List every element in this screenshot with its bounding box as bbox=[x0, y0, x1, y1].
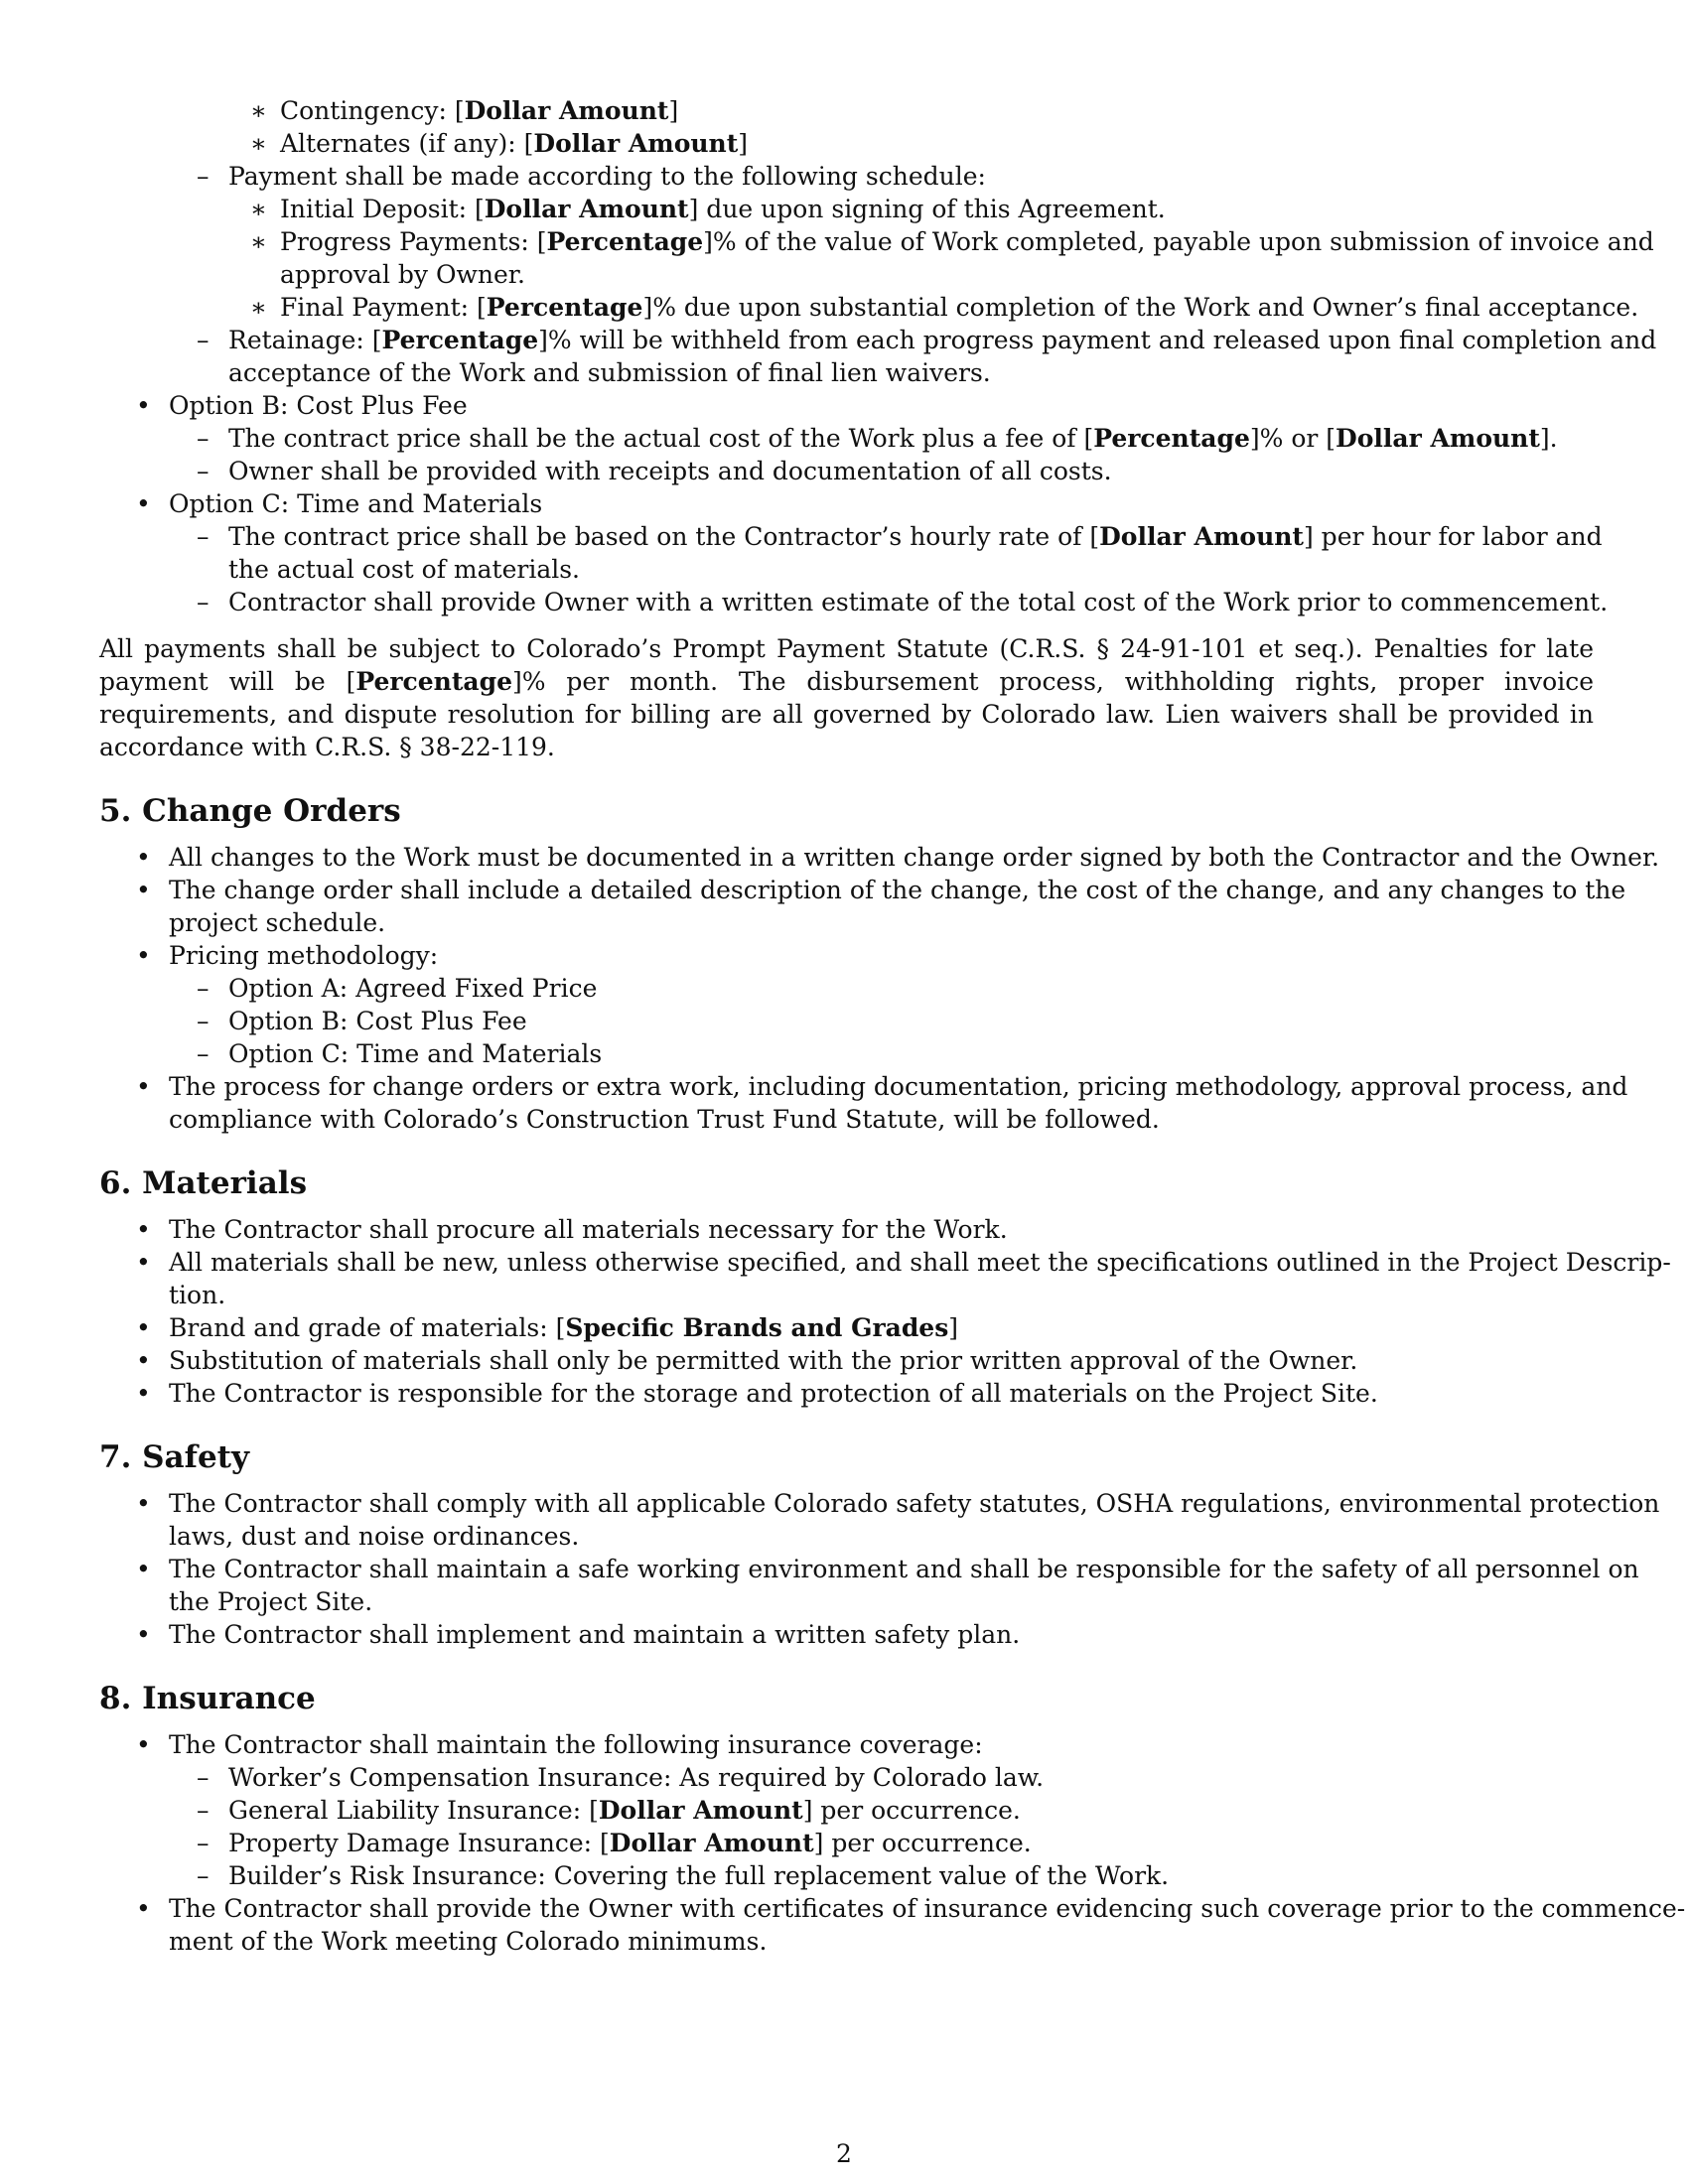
list-item: ∗ Final Payment: [Percentage]% due upon substantial completion of the Work and Owner’s final acceptance. bbox=[250, 293, 1639, 322]
list-item: • The Contractor shall implement and maintain a written safety plan. bbox=[136, 1620, 1021, 1649]
bullet-dot: • bbox=[136, 843, 151, 872]
list-item: – Option A: Agreed Fixed Price bbox=[197, 974, 598, 1003]
list-item: • All changes to the Work must be documented in a written change order signed by both the Contractor and the Owner. bbox=[136, 843, 1660, 872]
list-item-continuation: acceptance of the Work and submission of final lien waivers. bbox=[228, 358, 991, 387]
list-item: ∗ Progress Payments: [Percentage]% of the value of Work completed, payable upon submission of invoice and bbox=[250, 227, 1654, 256]
list-item: • The change order shall include a detailed description of the change, the cost of the change, and any changes to the bbox=[136, 876, 1626, 904]
section-heading-safety: 7. Safety bbox=[99, 1439, 250, 1475]
bullet-dot: • bbox=[136, 489, 151, 518]
list-item: ∗ Contingency: [Dollar Amount] bbox=[250, 96, 679, 125]
list-item: – Payment shall be made according to the following schedule: bbox=[197, 162, 986, 191]
section-heading-insurance: 8. Insurance bbox=[99, 1681, 316, 1716]
bullet-dot: • bbox=[136, 1489, 151, 1518]
list-item: ∗ Initial Deposit: [Dollar Amount] due upon signing of this Agreement. bbox=[250, 195, 1166, 223]
bullet-dot: • bbox=[136, 1215, 151, 1244]
asterisk-bullet: ∗ bbox=[250, 96, 267, 125]
dash-bullet: – bbox=[197, 1861, 210, 1890]
document-page bbox=[99, 94, 1686, 1958]
asterisk-bullet: ∗ bbox=[250, 293, 267, 322]
list-item: – General Liability Insurance: [Dollar Amount] per occurrence. bbox=[197, 1796, 1021, 1825]
dash-bullet: – bbox=[197, 1039, 210, 1068]
list-item: – Option B: Cost Plus Fee bbox=[197, 1007, 527, 1035]
list-item-continuation: project schedule. bbox=[169, 908, 386, 937]
dash-bullet: – bbox=[197, 1763, 210, 1792]
asterisk-bullet: ∗ bbox=[250, 195, 267, 223]
bullet-dot: • bbox=[136, 941, 151, 970]
list-item: – Contractor shall provide Owner with a written estimate of the total cost of the Work prior to commencement. bbox=[197, 588, 1609, 616]
list-item: • The Contractor shall comply with all applicable Colorado safety statutes, OSHA regulations, environmental protection bbox=[136, 1489, 1660, 1518]
list-item: • All materials shall be new, unless otherwise specified, and shall meet the specifications outlined in the Project Descrip- bbox=[136, 1248, 1671, 1277]
list-item: – The contract price shall be based on the Contractor’s hourly rate of [Dollar Amount] per hour for labor and bbox=[197, 522, 1603, 551]
dash-bullet: – bbox=[197, 326, 210, 354]
list-item: • Option B: Cost Plus Fee bbox=[136, 391, 468, 420]
list-item: – Worker’s Compensation Insurance: As required by Colorado law. bbox=[197, 1763, 1045, 1792]
section-heading-change-orders: 5. Change Orders bbox=[99, 793, 401, 829]
list-item-continuation: approval by Owner. bbox=[280, 260, 525, 289]
dash-bullet: – bbox=[197, 522, 210, 551]
bullet-dot: • bbox=[136, 1555, 151, 1583]
bullet-dot: • bbox=[136, 1730, 151, 1759]
list-item: – Option C: Time and Materials bbox=[197, 1039, 603, 1068]
list-item: – Property Damage Insurance: [Dollar Amount] per occurrence. bbox=[197, 1829, 1032, 1857]
list-item-continuation: laws, dust and noise ordinances. bbox=[169, 1522, 580, 1551]
dash-bullet: – bbox=[197, 457, 210, 485]
list-item: • The Contractor is responsible for the storage and protection of all materials on the Project Site. bbox=[136, 1379, 1378, 1408]
bullet-dot: • bbox=[136, 1620, 151, 1649]
dash-bullet: – bbox=[197, 1007, 210, 1035]
section-heading-materials: 6. Materials bbox=[99, 1165, 308, 1201]
asterisk-bullet: ∗ bbox=[250, 129, 267, 158]
bullet-dot: • bbox=[136, 1072, 151, 1101]
list-item: • Brand and grade of materials: [Specific Brands and Grades] bbox=[136, 1313, 959, 1342]
list-item: • Option C: Time and Materials bbox=[136, 489, 543, 518]
list-item: • The Contractor shall maintain a safe working environment and shall be responsible for the safety of all personnel on bbox=[136, 1555, 1639, 1583]
bullet-dot: • bbox=[136, 876, 151, 904]
list-item: – Owner shall be provided with receipts and documentation of all costs. bbox=[197, 457, 1112, 485]
list-item: – The contract price shall be the actual cost of the Work plus a fee of [Percentage]% or [Dollar Amount]. bbox=[197, 424, 1558, 453]
dash-bullet: – bbox=[197, 1796, 210, 1825]
list-item: • Substitution of materials shall only be permitted with the prior written approval of the Owner. bbox=[136, 1346, 1358, 1375]
bullet-dot: • bbox=[136, 391, 151, 420]
list-item-continuation: compliance with Colorado’s Construction Trust Fund Statute, will be followed. bbox=[169, 1105, 1160, 1134]
list-item: – Builder’s Risk Insurance: Covering the full replacement value of the Work. bbox=[197, 1861, 1170, 1890]
bullet-dot: • bbox=[136, 1894, 151, 1923]
list-item: – Retainage: [Percentage]% will be withheld from each progress payment and released upon final completion and bbox=[197, 326, 1657, 354]
bullet-dot: • bbox=[136, 1248, 151, 1277]
dash-bullet: – bbox=[197, 588, 210, 616]
list-item-continuation: the actual cost of materials. bbox=[228, 555, 580, 584]
dash-bullet: – bbox=[197, 974, 210, 1003]
list-item: • The Contractor shall procure all materials necessary for the Work. bbox=[136, 1215, 1008, 1244]
dash-bullet: – bbox=[197, 424, 210, 453]
list-item: • Pricing methodology: bbox=[136, 941, 439, 970]
bullet-dot: • bbox=[136, 1313, 151, 1342]
bullet-dot: • bbox=[136, 1346, 151, 1375]
statute-paragraph: All payments shall be subject to Colorado’s Prompt Payment Statute (C.R.S. § 24-91-101 et seq.). Penalties for late payment will be [Percentage]% per month. The disbursement process, withholding rights, proper invoice requirements, and dispute resolution for billing are all governed by Colorado law. Lien waivers shall be provided in accordance with C.R.S. § 38-22-119. bbox=[99, 634, 1594, 761]
dash-bullet: – bbox=[197, 162, 210, 191]
list-item-continuation: tion. bbox=[169, 1281, 226, 1309]
dash-bullet: – bbox=[197, 1829, 210, 1857]
list-item: ∗ Alternates (if any): [Dollar Amount] bbox=[250, 129, 749, 158]
list-item: • The Contractor shall provide the Owner with certificates of insurance evidencing such coverage prior to the commence- bbox=[136, 1894, 1686, 1923]
list-item: • The process for change orders or extra work, including documentation, pricing methodology, approval process, and bbox=[136, 1072, 1628, 1101]
asterisk-bullet: ∗ bbox=[250, 227, 267, 256]
list-item-continuation: the Project Site. bbox=[169, 1587, 373, 1616]
page-number: 2 bbox=[836, 2139, 852, 2168]
bullet-dot: • bbox=[136, 1379, 151, 1408]
list-item: • The Contractor shall maintain the following insurance coverage: bbox=[136, 1730, 983, 1759]
list-item-continuation: ment of the Work meeting Colorado minimums. bbox=[169, 1927, 768, 1956]
